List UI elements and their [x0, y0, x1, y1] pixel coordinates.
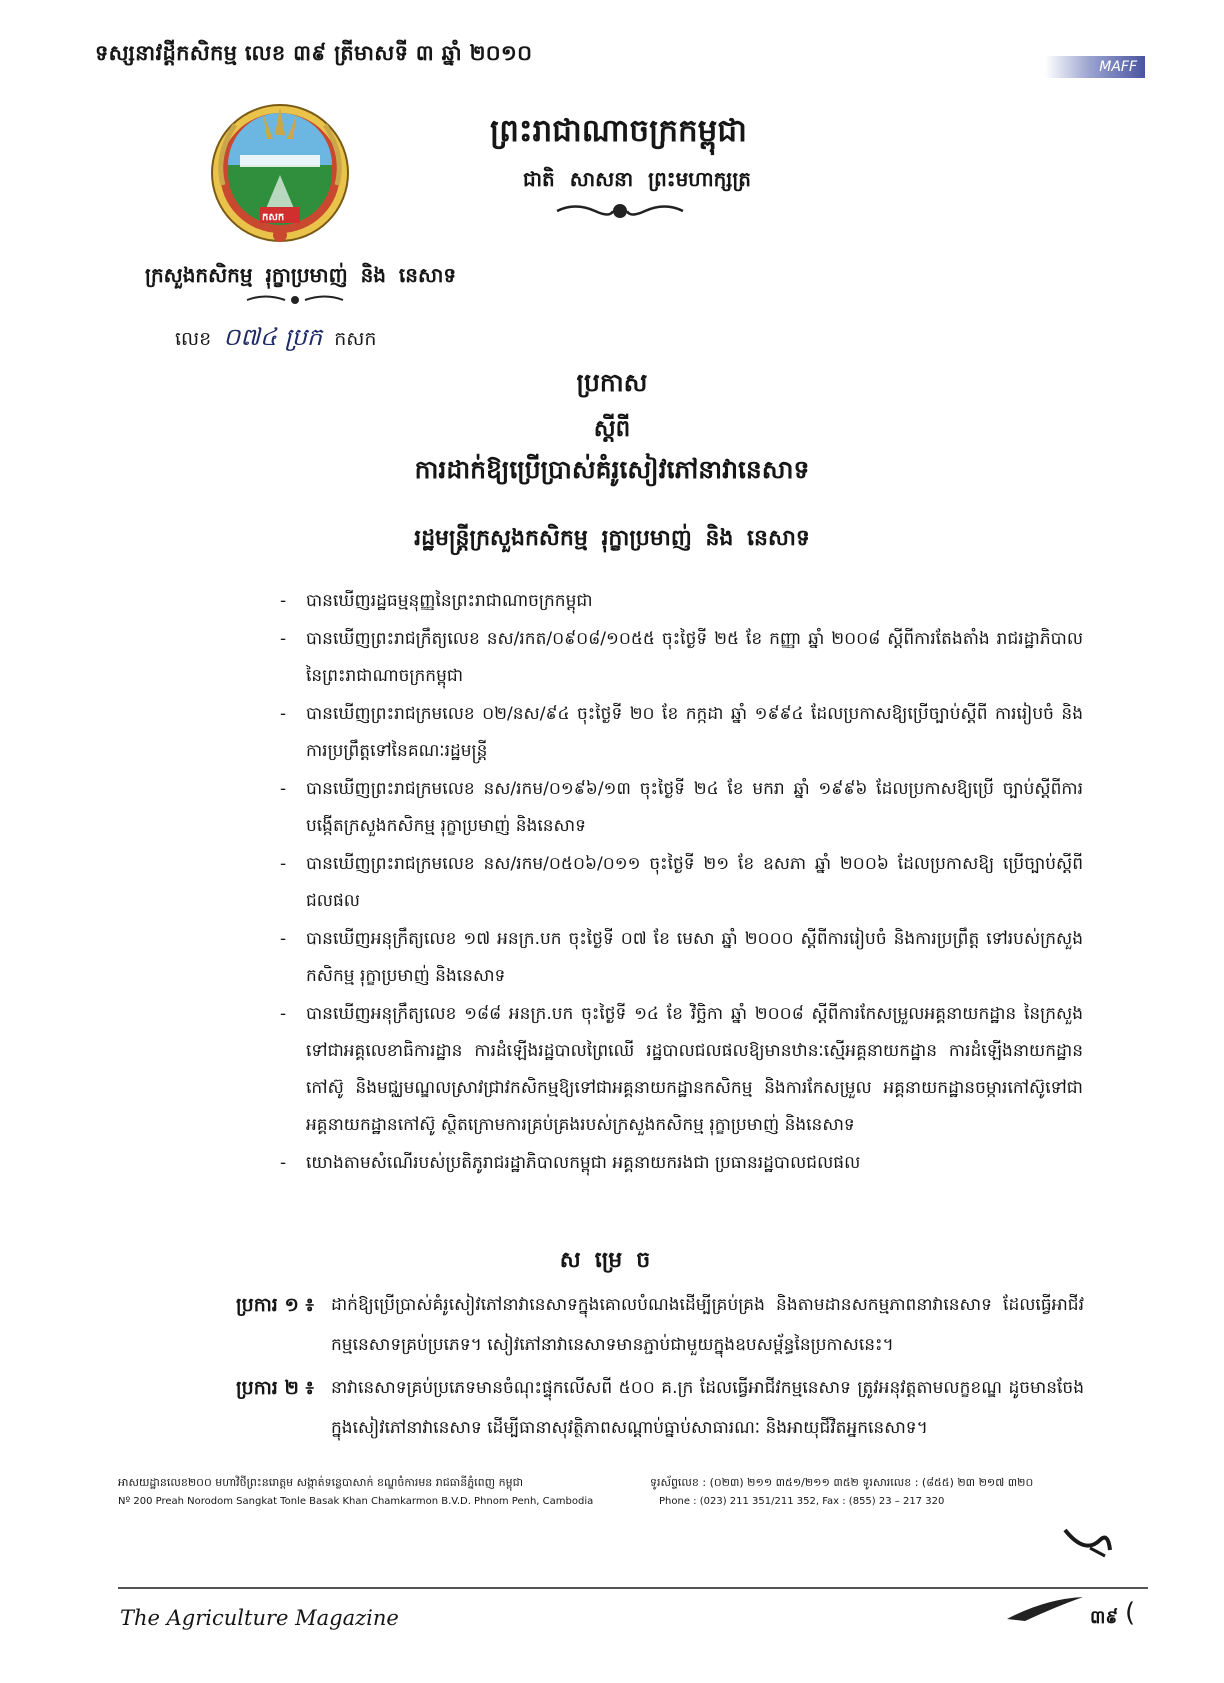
- preamble-list: [288, 583, 1083, 1183]
- phone-en: Phone : (023) 211 351/211 352, Fax : (855) 23 – 217 320: [659, 1496, 945, 1507]
- kingdom-heading: ព្រះរាជាណាចក្រកម្ពុជា: [490, 113, 747, 149]
- proclamation-on: ស្តីពី: [593, 416, 631, 442]
- article-text: ដាក់ឱ្យប្រើប្រាស់គំរូសៀវភៅនាវានេសាទក្នុងគោលបំណងដើម្បីគ្រប់គ្រង និងតាមដានសកម្មភាពនាវានេសាទ ដែលធ្វើអាជីវកម្មនេសាទគ្រប់ប្រភេទ។ សៀវភៅនាវានេសាទមានភ្ជាប់ជាមួយក្នុងឧបសម្ព័ន្ធនៃប្រកាសនេះ។: [331, 1295, 1084, 1355]
- list-item: - បានឃើញព្រះរាជក្រឹត្យលេខ នស/រកត/០៩០៨/១០៥៥ ចុះថ្ងៃទី ២៥ ខែ កញ្ញា ឆ្នាំ ២០០៨ ស្តីពីការតែងតាំង រាជរដ្ឋាភិបាលនៃព្រះរាជាណាចក្រកម្ពុជា: [288, 621, 1083, 695]
- article-text: នាវានេសាទគ្រប់ប្រភេទមានចំណុះផ្ទុកលើសពី ៥០០ គ.ក្រ ដែលធ្វើអាជីវកម្មនេសាទ ត្រូវអនុវត្តតាមលក្ខខណ្ឌ ដូចមានចែងក្នុងសៀវភៅនាវានេសាទ ដើម្បីធានាសុវត្ថិភាពសណ្តាប់ធ្នាប់សាធារណៈ និងអាយុជីវិតអ្នកនេសាទ។: [331, 1378, 1084, 1438]
- swoosh-icon: [1005, 1593, 1085, 1623]
- list-item: - បានឃើញអនុក្រឹត្យលេខ ១៨៨ អនក្រ.បក ចុះថ្ងៃទី ១៤ ខែ វិច្ឆិកា ឆ្នាំ ២០០៨ ស្តីពីការកែសម្រួលអគ្គនាយកដ្ឋាន នៃក្រសួងទៅជាអគ្គលេខាធិការដ្ឋាន ការដំឡើងរដ្ឋបាលព្រៃឈើ រដ្ឋបាលជលផលឱ្យមានឋានៈស្មើអគ្គនាយកដ្ឋាន ការដំឡើងនាយកដ្ឋានកៅស៊ូ និងមជ្ឈមណ្ឌលស្រាវជ្រាវកសិកម្មឱ្យទៅជាអគ្គនាយកដ្ឋានកសិកម្ម និងការកែសម្រួល អគ្គនាយកដ្ឋានចម្ការកៅស៊ូទៅជាអគ្គនាយកដ្ឋានកៅស៊ូ ស្ថិតក្រោមការគ្រប់គ្រងរបស់ក្រសួងកសិកម្ម រុក្ខាប្រមាញ់ និងនេសាទ: [288, 996, 1083, 1144]
- maff-tag: MAFF: [1045, 56, 1145, 78]
- page-number: ៣៩: [1090, 1607, 1119, 1628]
- ref-prefix: លេខ: [175, 328, 212, 350]
- ministry-name: ក្រសួងកសិកម្ម រុក្ខាប្រមាញ់ និង នេសាទ: [145, 263, 457, 287]
- list-item: - យោងតាមសំណើរបស់ប្រតិភូរាជរដ្ឋាភិបាលកម្ពុជា អគ្គនាយករងជា ប្រធានរដ្ឋបាលជលផល: [288, 1145, 1083, 1182]
- page-bracket-icon: (: [1125, 1598, 1136, 1628]
- ref-suffix: កសក: [334, 328, 377, 350]
- ornament-divider-icon: [555, 200, 685, 222]
- list-item: - បានឃើញរដ្ឋធម្មនុញ្ញនៃព្រះរាជាណាចក្រកម្ពុជា: [288, 583, 1083, 620]
- national-motto: ជាតិ សាសនា ព្រះមហាក្សត្រ: [523, 167, 751, 191]
- reference-number: [175, 322, 376, 357]
- list-item: - បានឃើញព្រះរាជក្រមលេខ នស/រកម/០១៩៦/១៣ ចុះថ្ងៃទី ២៤ ខែ មករា ឆ្នាំ ១៩៩៦ ដែលប្រកាសឱ្យប្រើ ច្បាប់ស្តីពីការបង្កើតក្រសួងកសិកម្ម រុក្ខាប្រមាញ់ និងនេសាទ: [288, 771, 1083, 845]
- ref-handwritten: ០៧៤ ប្រក: [223, 323, 323, 351]
- address-kh: អាសយដ្ឋានលេខ២០០ មហាវិថីព្រះនរោត្តម សង្កាត់ទន្លេបាសាក់ ខណ្ឌចំការមន រាជធានីភ្នំពេញ កម្ពុជា: [118, 1476, 524, 1489]
- signature-mark-icon: [1060, 1520, 1115, 1560]
- article-label: ប្រការ ២ ៖: [236, 1377, 314, 1399]
- minister-title: រដ្ឋមន្ត្រីក្រសួងកសិកម្ម រុក្ខាប្រមាញ់ និង នេសាទ: [414, 526, 810, 551]
- decision-heading: សម្រេច: [559, 1248, 665, 1273]
- article-2: [236, 1368, 1084, 1448]
- seal-label: កសក: [262, 212, 285, 223]
- magazine-name: The Agriculture Magazine: [120, 1606, 399, 1630]
- list-item: - បានឃើញព្រះរាជក្រមលេខ ០២/នស/៩៤ ចុះថ្ងៃទី ២០ ខែ កក្កដា ឆ្នាំ ១៩៩៤ ដែលប្រកាសឱ្យប្រើច្បាប់ស្តីពី ការរៀបចំ និងការប្រព្រឹត្តទៅនៃគណៈរដ្ឋមន្ត្រី: [288, 696, 1083, 770]
- ministry-ornament-icon: [245, 292, 345, 308]
- proclamation-title: ប្រកាស: [576, 368, 648, 397]
- list-item: - បានឃើញអនុក្រឹត្យលេខ ១៧ អនក្រ.បក ចុះថ្ងៃទី ០៧ ខែ មេសា ឆ្នាំ ២០០០ ស្តីពីការរៀបចំ និងការប្រព្រឹត្ត ទៅរបស់ក្រសួងកសិកម្ម រុក្ខាប្រមាញ់ និងនេសាទ: [288, 921, 1083, 995]
- footer-rule: [118, 1587, 1148, 1589]
- list-item: - បានឃើញព្រះរាជក្រមលេខ នស/រកម/០៥០៦/០១១ ចុះថ្ងៃទី ២១ ខែ ឧសភា ឆ្នាំ ២០០៦ ដែលប្រកាសឱ្យ ប្រើច្បាប់ស្តីពីជលផល: [288, 846, 1083, 920]
- running-head: ទស្សនាវដ្តីកសិកម្ម លេខ ៣៩ ត្រីមាសទី ៣ ឆ្នាំ ២០១០: [95, 41, 533, 65]
- article-label: ប្រការ ១ ៖: [236, 1294, 314, 1316]
- address-en: Nº 200 Preah Norodom Sangkat Tonle Basak Khan Chamkarmon B.V.D. Phnom Penh, Cambodia: [118, 1496, 594, 1507]
- article-1: [236, 1285, 1084, 1365]
- phone-kh: ទូរស័ព្ទលេខ : (០២៣) ២១១ ៣៥១/២១១ ៣៥២ ទូរសារលេខ : (៨៥៥) ២៣ ២១៧ ៣២០: [650, 1476, 1034, 1489]
- proclamation-subject: ការដាក់ឱ្យប្រើប្រាស់គំរូសៀវភៅនាវានេសាទ: [414, 455, 810, 484]
